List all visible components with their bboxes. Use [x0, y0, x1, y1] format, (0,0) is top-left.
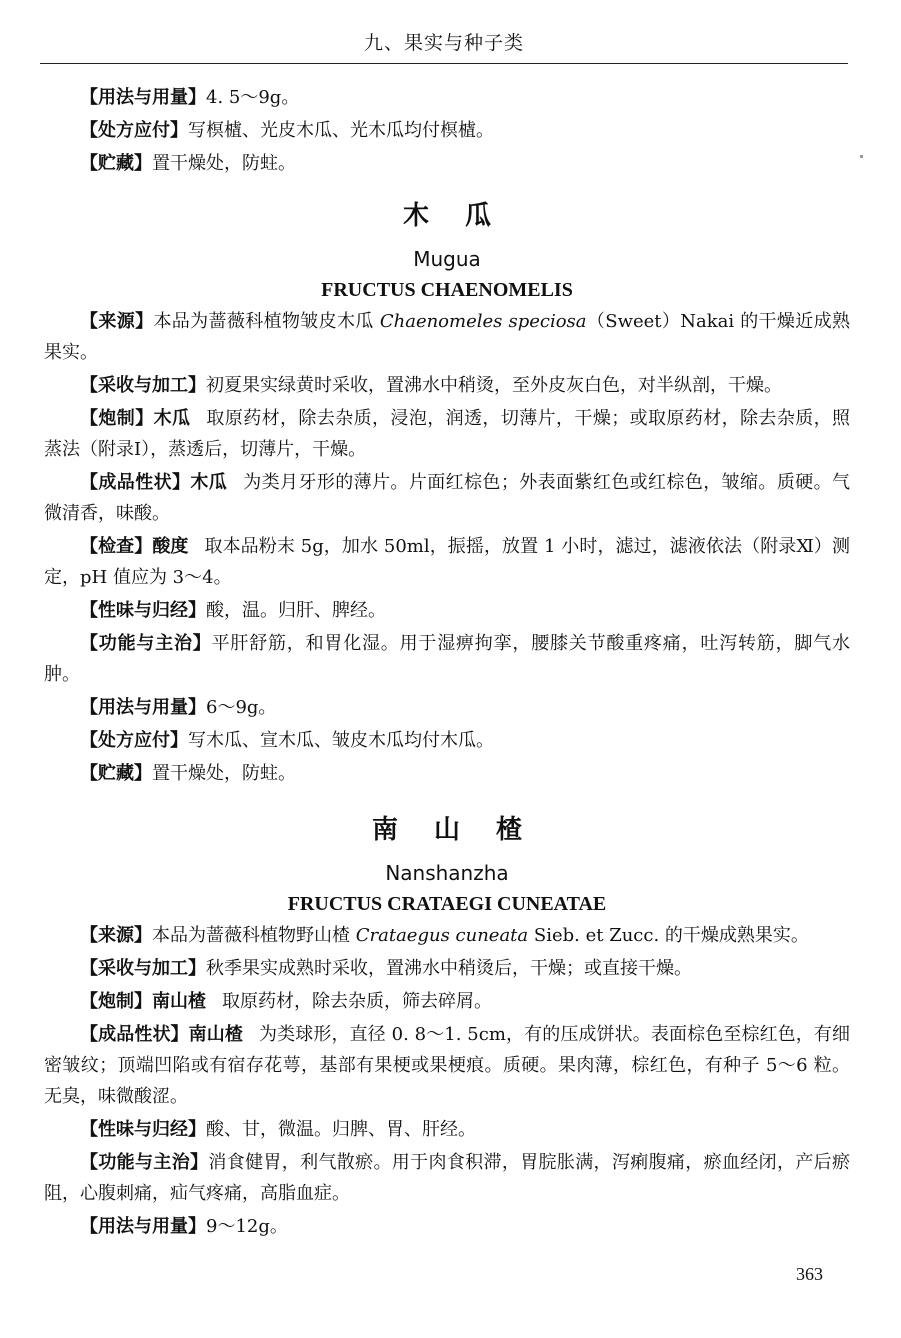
inspection-entry: [44, 531, 850, 593]
source-entry: [44, 920, 850, 951]
entry-term: 南山楂: [152, 991, 206, 1012]
entry-label: 【来源】: [80, 311, 154, 332]
entry-text: Sieb. et Zucc. 的干燥成熟果实。: [528, 925, 809, 946]
entry-text: 为类月牙形的薄片。片面红棕色；外表面紫红色或红棕色，皱缩。质硬。气微清香，味酸。: [44, 472, 851, 524]
header-rule: [40, 63, 848, 64]
usage-entry: [44, 692, 850, 723]
entry-text: 本品为蔷薇科植物皱皮木瓜: [153, 311, 380, 332]
species-name: Chaenomeles speciosa: [379, 311, 587, 332]
entry-label: 【来源】: [80, 925, 152, 946]
entry-label: 【成品性状】: [80, 472, 191, 493]
entry-label: 【性味与归经】: [80, 1119, 206, 1140]
monograph-latin-name-mugua: FRUCTUS CHAENOMELIS: [321, 279, 573, 301]
entry-text: 9～12g。: [206, 1216, 288, 1237]
prescription-entry: [44, 115, 850, 146]
entry-text: （Sweet）Nakai 的干燥近成熟果实。: [44, 311, 850, 363]
nature-entry: [44, 1114, 850, 1145]
function-entry: [44, 1147, 850, 1209]
entry-term: 酸度: [152, 536, 189, 557]
entry-label: 【采收与加工】: [80, 958, 206, 979]
processing-entry: [44, 403, 850, 465]
entry-label: 【贮藏】: [80, 763, 152, 784]
entry-text: 取原药材，除去杂质，筛去碎屑。: [222, 991, 492, 1012]
entry-text: 写榠樝、光皮木瓜、光木瓜均付榠樝。: [188, 120, 494, 141]
entry-text: 消食健胃，利气散瘀。用于肉食积滞，胃脘胀满，泻痢腹痛，瘀血经闭，产后瘀阻，心腹刺痛，疝气疼痛，高脂血症。: [44, 1152, 850, 1204]
entry-label: 【用法与用量】: [80, 697, 206, 718]
entry-text: 取本品粉末 5g，加水 50ml，振摇，放置 1 小时，滤过，滤液依法（附录Ⅺ）测定，pH 值应为 3～4。: [44, 536, 850, 588]
scan-speck: [860, 155, 863, 158]
prescription-entry: [44, 725, 850, 756]
entry-text: 秋季果实成熟时采收，置沸水中稍烫后，干燥；或直接干燥。: [206, 958, 692, 979]
entry-text: 置干燥处，防蛀。: [152, 763, 296, 784]
entry-text: 本品为蔷薇科植物野山楂: [152, 925, 356, 946]
entry-text: 6～9g。: [206, 697, 277, 718]
entry-text: 初夏果实绿黄时采收，置沸水中稍烫，至外皮灰白色，对半纵剖，干燥。: [206, 375, 782, 396]
entry-label: 【用法与用量】: [80, 87, 206, 108]
entry-text: 平肝舒筋，和胃化湿。用于湿痹拘挛，腰膝关节酸重疼痛，吐泻转筋，脚气水肿。: [44, 633, 851, 685]
entry-label: 【性味与归经】: [80, 600, 206, 621]
page-body: [44, 82, 850, 1244]
harvest-entry: [44, 953, 850, 984]
entry-text: 为类球形，直径 0. 8～1. 5cm，有的压成饼状。表面棕色至棕红色，有细密皱纹；顶端凹陷或有宿存花萼，基部有果梗或果梗痕。质硬。果肉薄，棕红色，有种子 5～6 粒。无臭，味微酸涩。: [44, 1024, 851, 1107]
nature-entry: [44, 595, 850, 626]
entry-text: 写木瓜、宣木瓜、皱皮木瓜均付木瓜。: [188, 730, 494, 751]
entry-label: 【用法与用量】: [80, 1216, 206, 1237]
entry-term: 木瓜: [190, 472, 228, 493]
storage-entry: [44, 758, 850, 789]
entry-label: 【功能与主治】: [80, 633, 212, 654]
monograph-title-mugua: 木瓜: [402, 201, 527, 231]
function-entry: [44, 628, 850, 690]
characteristics-entry: [44, 467, 850, 529]
entry-label: 【处方应付】: [80, 730, 188, 751]
entry-text: 4. 5～9g。: [206, 87, 300, 108]
entry-text: 酸、甘，微温。归脾、胃、肝经。: [206, 1119, 476, 1140]
entry-label: 【贮藏】: [80, 153, 152, 174]
page-number: 363: [796, 1264, 823, 1284]
running-header-title: 九、果实与种子类: [363, 32, 524, 54]
monograph-latin-name-nanshanzha: FRUCTUS CRATAEGI CUNEATAE: [287, 893, 607, 915]
entry-label: 【炮制】: [80, 408, 154, 429]
storage-entry: [44, 148, 850, 179]
entry-text: 酸，温。归肝、脾经。: [206, 600, 386, 621]
entry-term: 木瓜: [153, 408, 191, 429]
entry-label: 【炮制】: [80, 991, 152, 1012]
harvest-entry: [44, 370, 850, 401]
species-name: Crataegus cuneata: [355, 925, 529, 946]
source-entry: [44, 306, 850, 368]
entry-label: 【功能与主治】: [80, 1152, 209, 1173]
entry-text: 置干燥处，防蛀。: [152, 153, 296, 174]
entry-label: 【采收与加工】: [80, 375, 206, 396]
entry-label: 【处方应付】: [80, 120, 188, 141]
monograph-pinyin-nanshanzha: Nanshanzha: [385, 861, 509, 885]
monograph-title-nanshanzha: 南山楂: [371, 815, 558, 845]
entry-text: 取原药材，除去杂质，浸泡，润透，切薄片，干燥；或取原药材，除去杂质，照蒸法（附录Ⅰ），蒸透后，切薄片，干燥。: [44, 408, 851, 460]
entry-label: 【检查】: [80, 536, 153, 557]
usage-entry: [44, 82, 850, 113]
monograph-pinyin-mugua: Mugua: [413, 247, 481, 271]
usage-entry: [44, 1211, 850, 1242]
entry-term: 南山楂: [188, 1024, 244, 1045]
characteristics-entry: [44, 1019, 850, 1112]
processing-entry: [44, 986, 850, 1017]
entry-label: 【成品性状】: [80, 1024, 189, 1045]
